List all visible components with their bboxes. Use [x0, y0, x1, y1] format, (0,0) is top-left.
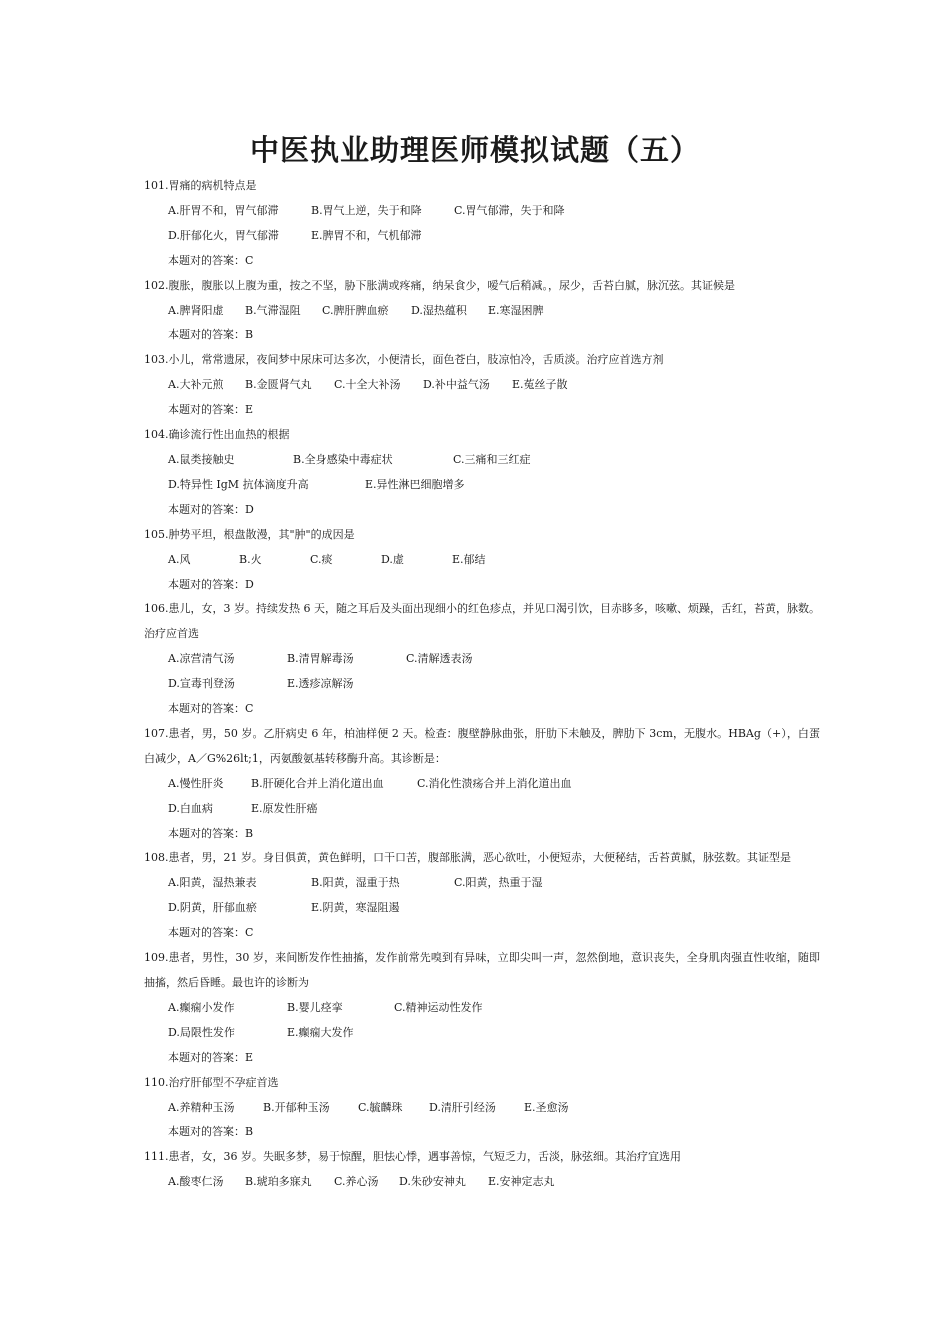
answer-prefix: 本题对的答案：	[168, 1050, 245, 1064]
answer-option: B.全身感染中毒症状	[293, 452, 393, 466]
answer-option: D.阴黄，肝郁血瘀	[168, 901, 257, 915]
question-stem: 107.患者，男，50 岁。乙肝病史 6 年，柏油样便 2 天。检查：腹壁静脉曲张，肝肋下未触及，脾肋下 3cm，无腹水。HBAg（+），白蛋白减少，A／G%26lt;1，丙氨酸氨基转移酶升高。其诊断是：	[144, 726, 820, 765]
answer-option: B.阳黄，湿重于热	[311, 876, 400, 890]
answer-option: C.毓麟珠	[358, 1100, 403, 1114]
answer-prefix: 本题对的答案：	[168, 577, 245, 591]
answer-prefix: 本题对的答案：	[168, 502, 245, 516]
answer-option: B.开郁种玉汤	[263, 1100, 330, 1114]
answer-option: D.湿热蕴积	[411, 303, 467, 317]
answer-option: B.火	[239, 552, 262, 566]
question-stem: 105.肿势平坦，根盘散漫，其"肿"的成因是	[144, 527, 355, 541]
question-stem: 110.治疗肝郁型不孕症首选	[144, 1075, 279, 1089]
option-row	[144, 1170, 820, 1195]
option-row	[144, 672, 820, 697]
answer-option: B.婴儿痉挛	[287, 1000, 343, 1014]
question-list	[144, 174, 820, 1195]
answer-option: E.癫痫大发作	[287, 1025, 354, 1039]
option-row	[144, 299, 820, 324]
answer-option: E.安神定志丸	[488, 1175, 555, 1189]
answer-option: B.琥珀多寐丸	[245, 1175, 312, 1189]
answer-value: D	[245, 577, 254, 591]
answer-prefix: 本题对的答案：	[168, 926, 245, 940]
answer-prefix: 本题对的答案：	[168, 1125, 245, 1139]
answer-option: C.消化性溃疡合并上消化道出血	[417, 776, 572, 790]
answer-option: A.大补元煎	[168, 378, 224, 392]
question-stem: 104.确诊流行性出血热的根据	[144, 428, 290, 442]
correct-answer	[144, 398, 820, 423]
option-row	[144, 224, 820, 249]
answer-option: C.胃气郁滞，失于和降	[454, 203, 565, 217]
question-stem: 108.患者，男，21 岁。身目俱黄，黄色鲜明，口干口苦，腹部胀满，恶心欲吐，小便短赤，大便秘结，舌苔黄腻，脉弦数。其证型是	[144, 851, 791, 865]
answer-option: C.清解透表汤	[406, 652, 473, 666]
question-stem: 109.患者，男性，30 岁，来间断发作性抽搐，发作前常先嗅到有异味，立即尖叫一声，忽然倒地，意识丧失，全身肌肉强直性收缩，随即抽搐，然后昏睡。最也许的诊断为	[144, 951, 820, 989]
correct-answer	[144, 697, 820, 722]
option-row	[144, 797, 820, 822]
answer-option: A.癫痫小发作	[168, 1000, 235, 1014]
answer-option: E.原发性肝癌	[251, 801, 318, 815]
correct-answer	[144, 323, 820, 348]
answer-option: E.寒湿困脾	[488, 303, 544, 317]
page-title: 中医执业助理医师模拟试题（五）	[249, 133, 700, 167]
answer-option: E.菟丝子散	[512, 378, 568, 392]
option-row	[144, 199, 820, 224]
answer-value: C	[245, 926, 254, 940]
correct-answer	[144, 249, 820, 274]
answer-value: C	[245, 702, 254, 716]
answer-prefix: 本题对的答案：	[168, 826, 245, 840]
answer-option: D.宣毒刊登汤	[168, 677, 235, 691]
answer-option: C.阳黄，热重于湿	[454, 876, 543, 890]
answer-option: D.白血病	[168, 801, 213, 815]
answer-option: B.气滞湿阻	[245, 303, 301, 317]
question-stem: 103.小儿，常常遗尿，夜间梦中尿床可达多次，小便清长，面色苍白，肢凉怕冷，舌质淡。治疗应首选方剂	[144, 353, 664, 367]
answer-prefix: 本题对的答案：	[168, 328, 245, 342]
answer-option: B.肝硬化合并上消化道出血	[251, 776, 384, 790]
answer-option: E.脾胃不和，气机郁滞	[311, 228, 422, 242]
correct-answer	[144, 921, 820, 946]
answer-value: E	[245, 403, 254, 417]
option-row	[144, 871, 820, 896]
answer-option: E.圣愈汤	[524, 1100, 569, 1114]
answer-option: C.痰	[310, 552, 333, 566]
answer-prefix: 本题对的答案：	[168, 702, 245, 716]
correct-answer	[144, 822, 820, 847]
answer-option: B.胃气上逆，失于和降	[311, 203, 422, 217]
answer-option: D.朱砂安神丸	[399, 1175, 466, 1189]
question-stem: 106.患儿，女，3 岁。持续发热 6 天，随之耳后及头面出现细小的红色疹点，并见口渴引饮，目赤眵多，咳嗽、烦躁，舌红，苔黄，脉数。治疗应首选	[144, 602, 820, 641]
answer-option: C.三痛和三红症	[453, 452, 531, 466]
answer-option: A.鼠类接触史	[168, 452, 235, 466]
option-row	[144, 1021, 820, 1046]
answer-option: D.补中益气汤	[423, 378, 490, 392]
answer-value: E	[245, 1050, 254, 1064]
correct-answer	[144, 1120, 820, 1145]
option-row	[144, 448, 820, 473]
answer-option: A.慢性肝炎	[168, 776, 224, 790]
answer-value: B	[245, 328, 254, 342]
answer-prefix: 本题对的答案：	[168, 253, 245, 267]
option-row	[144, 548, 820, 573]
option-row	[144, 473, 820, 498]
option-row	[144, 896, 820, 921]
answer-option: A.风	[168, 552, 191, 566]
answer-option: D.清肝引经汤	[429, 1100, 496, 1114]
answer-option: E.阴黄，寒湿阻遏	[311, 901, 400, 915]
option-row	[144, 1096, 820, 1121]
answer-option: D.虚	[381, 552, 404, 566]
answer-option: A.阳黄，湿热兼表	[168, 876, 257, 890]
answer-value: C	[245, 253, 254, 267]
answer-option: A.脾肾阳虚	[168, 303, 224, 317]
question-stem: 101.胃痛的病机特点是	[144, 179, 257, 192]
answer-option: C.精神运动性发作	[394, 1000, 483, 1014]
answer-value: D	[245, 502, 254, 516]
answer-option: D.特异性 IgM 抗体滴度升高	[168, 477, 309, 491]
answer-prefix: 本题对的答案：	[168, 403, 245, 417]
correct-answer	[144, 573, 820, 598]
question-stem: 111.患者，女，36 岁。失眠多梦，易于惊醒，胆怯心悸，遇事善惊，气短乏力，舌淡，脉弦细。其治疗宜选用	[144, 1150, 681, 1164]
answer-option: E.郁结	[452, 552, 486, 566]
answer-option: C.脾肝脾血瘀	[322, 303, 389, 317]
option-row	[144, 373, 820, 398]
answer-option: C.十全大补汤	[334, 378, 401, 392]
option-row	[144, 647, 820, 672]
answer-value: B	[245, 826, 254, 840]
question-stem: 102.腹胀，腹胀以上腹为重，按之不坚，胁下胀满或疼痛，纳呆食少，嗳气后稍减。，尿少，舌苔白腻，脉沉弦。其证候是	[144, 278, 735, 292]
answer-option: E.异性淋巴细胞增多	[365, 477, 465, 491]
answer-option: D.肝郁化火，胃气郁滞	[168, 228, 279, 242]
answer-option: E.透疹凉解汤	[287, 677, 354, 691]
answer-value: B	[245, 1125, 254, 1139]
correct-answer	[144, 498, 820, 523]
answer-option: A.酸枣仁汤	[168, 1175, 224, 1189]
correct-answer	[144, 1046, 820, 1071]
answer-option: D.局限性发作	[168, 1025, 235, 1039]
answer-option: A.凉营清气汤	[168, 652, 235, 666]
answer-option: A.肝胃不和，胃气郁滞	[168, 203, 279, 217]
option-row	[144, 996, 820, 1021]
answer-option: C.养心汤	[334, 1175, 379, 1189]
answer-option: B.金匮肾气丸	[245, 378, 312, 392]
answer-option: A.养精种玉汤	[168, 1100, 235, 1114]
option-row	[144, 772, 820, 797]
answer-option: B.清胃解毒汤	[287, 652, 354, 666]
